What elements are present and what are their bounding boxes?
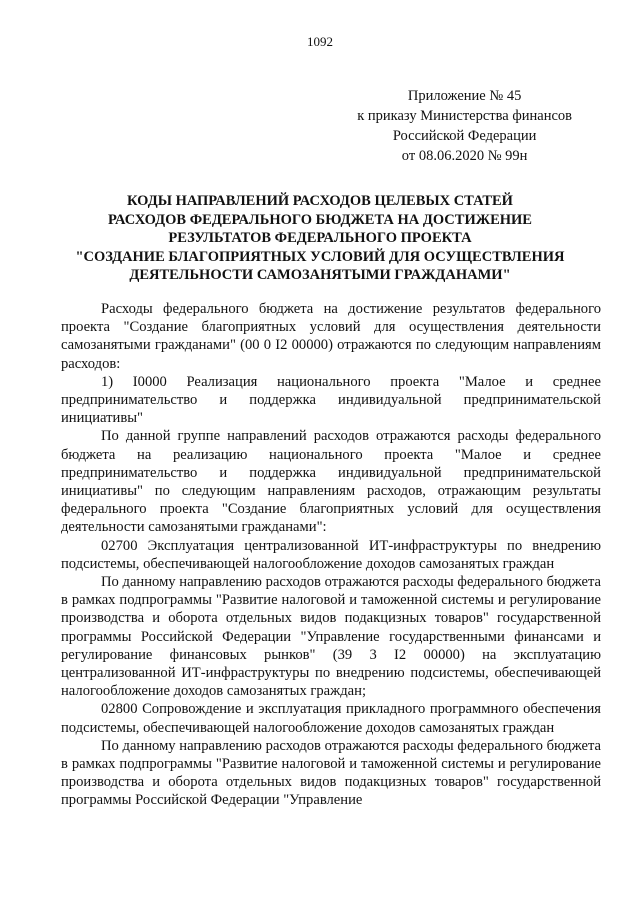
paragraph-intro: Расходы федерального бюджета на достижение результатов федерального проекта "Создание благоприятных условий для осуществления деятельности самозанятыми гражданами" (00 0 I2 00000) отражаются по следующим направлениям расходов: <box>61 301 601 372</box>
page-number: 1092 <box>307 34 333 49</box>
document-title <box>40 192 600 285</box>
title-line-4: "СОЗДАНИЕ БЛАГОПРИЯТНЫХ УСЛОВИЙ ДЛЯ ОСУЩЕСТВЛЕНИЯ <box>75 248 565 265</box>
appendix-date: от 08.06.2020 № 99н <box>401 148 528 164</box>
title-line-2: РАСХОДОВ ФЕДЕРАЛЬНОГО БЮДЖЕТА НА ДОСТИЖЕНИЕ <box>108 211 532 228</box>
appendix-country: Российской Федерации <box>392 128 537 144</box>
paragraph-02700-description: По данному направлению расходов отражаются расходы федерального бюджета в рамках подпрограммы "Развитие налоговой и таможенной системы и регулирование производства и оборота отдельных видов подакцизных товаров" государственной программы Российской Федерации "Управление государственными финансами и регулирование финансовых рынков" (39 3 I2 00000) на эксплуатацию централизованной ИТ-инфраструктуры по внедрению подсистемы, обеспечивающей налогообложение доходов самозанятых граждан; <box>61 574 601 700</box>
title-line-1: КОДЫ НАПРАВЛЕНИЙ РАСХОДОВ ЦЕЛЕВЫХ СТАТЕЙ <box>127 193 513 209</box>
appendix-number: Приложение № 45 <box>407 88 522 104</box>
title-line-3: РЕЗУЛЬТАТОВ ФЕДЕРАЛЬНОГО ПРОЕКТА <box>168 230 472 246</box>
appendix-block <box>357 86 572 166</box>
paragraph-02800-description: По данному направлению расходов отражаются расходы федерального бюджета в рамках подпрограммы "Развитие налоговой и таможенной системы и регулирование производства и оборота отдельных видов подакцизных товаров" государственной программы Российской Федерации "Управление <box>61 737 601 809</box>
title-line-5: ДЕЯТЕЛЬНОСТИ САМОЗАНЯТЫМИ ГРАЖДАНАМИ" <box>129 267 511 283</box>
paragraph-item-1: 1) I0000 Реализация национального проекта "Малое и среднее предпринимательство и поддержка индивидуальной предпринимательской инициативы" <box>61 373 601 427</box>
appendix-order-ref: к приказу Министерства финансов <box>357 108 572 124</box>
paragraph-code-02700: 02700 Эксплуатация централизованной ИТ-инфраструктуры по внедрению подсистемы, обеспечивающей налогообложение доходов самозанятых граждан <box>61 537 601 572</box>
paragraph-code-02800: 02800 Сопровождение и эксплуатация прикладного программного обеспечения подсистемы, обеспечивающей налогообложение доходов самозанятых граждан <box>61 701 601 736</box>
paragraph-group-description: По данной группе направлений расходов отражаются расходы федерального бюджета на реализацию национального проекта "Малое и среднее предпринимательство и поддержка индивидуальной предпринимательской инициативы" по следующим направлениям расходов, отражающим результаты федерального проекта "Создание благоприятных условий для осуществления деятельности самозанятыми гражданами": <box>61 428 601 536</box>
document-body <box>61 300 601 810</box>
